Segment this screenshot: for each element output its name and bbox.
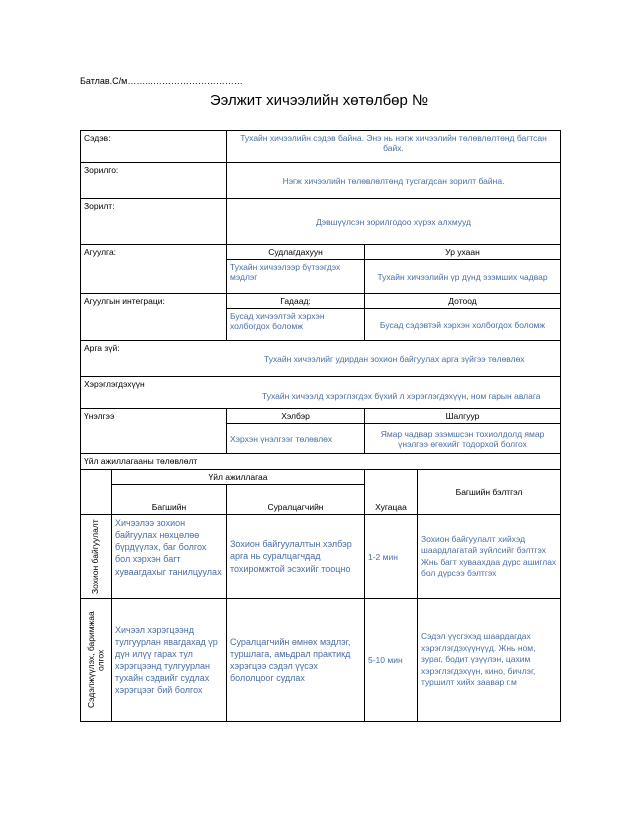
row-assessment-header — [81, 409, 561, 424]
stage-cell — [81, 599, 112, 722]
integration-val2: Бусад сэдэвтэй хэрхэн холбогдох боломж — [365, 309, 561, 341]
goal-label: Зорилго: — [81, 163, 227, 199]
stage-header-cell — [81, 470, 112, 515]
duration-header: Хугацаа — [365, 470, 418, 515]
materials-label: Хэрэглэгдэхүүн — [84, 379, 145, 389]
preparation-header: Багшийн бэлтгэл — [418, 470, 561, 515]
assessment-val1: Хэрхэн үнэлгээг төлөвлөх — [227, 424, 365, 454]
activity-header: Үйл ажиллагаа — [112, 470, 365, 485]
preparation-value: Зохион байгуулалт хийхэд шаардлагатай зүйлсийг бэлтгэх Жнь багт хуваахдаа дүрс ашиглах бол дүрсээ бэлтгэх — [418, 515, 561, 599]
student-activity: Зохион байгуулалтын хэлбэр арга нь суралцагчдад тохиромжтой эсэхийг тооцно — [227, 515, 365, 599]
student-activity: Суралцагчийн өмнөх мэдлэг, туршлага, амьдрал практикд хэрэгцээ сэдэл үүсэх бололцоог судлах — [227, 599, 365, 722]
approval-line: Батлав.С/м……...………………………… — [80, 76, 243, 86]
content-val1: Тухайн хичээлээр бүтээгдэх мэдлэг — [227, 260, 365, 294]
integration-col1: Гадаад: — [227, 294, 365, 309]
objective-label: Зорилт: — [81, 199, 227, 245]
method-cell — [81, 341, 561, 377]
row-content-header — [81, 245, 561, 260]
teacher-activity: Хичээлээ зохион байгуулах нөхцөлөө бүрдүүлэх, баг болгох бол хэрхэн багт хуваагдахыг танилцуулах — [112, 515, 227, 599]
stage-label: Сэдэлжүүлэх, баримжаа олгох — [85, 611, 105, 709]
materials-cell — [81, 377, 561, 409]
assessment-col2: Шалгуур — [365, 409, 561, 424]
duration-value: 5-10 мин — [365, 599, 418, 722]
content-col2: Ур ухаан — [365, 245, 561, 260]
teacher-activity: Хичээл хэрэгцээнд тулгуурлан явагдахад үр дүн илүү гарах тул хэрэгцээнд тулгуурлан тухайн сэдвийг судлах хэрэгцээг бий болгох — [112, 599, 227, 722]
row-materials — [81, 377, 561, 409]
topic-label: Сэдэв: — [81, 131, 227, 163]
assessment-label: Үнэлгээ — [81, 409, 227, 454]
teacher-header: Багшийн — [112, 485, 227, 515]
preparation-value: Сэдэл үүсгэхэд шаардагдах хэрэглэгдэхүүнүүд. Жнь ном, зураг, бодит үзүүлэн, цахим хэрэглэгдэхүүн, кино, бичлэг, туршилт хийх заавар г.м — [418, 599, 561, 722]
integration-label: Агуулгын интеграци: — [81, 294, 227, 341]
assessment-col1: Хэлбэр — [227, 409, 365, 424]
stage-cell — [81, 515, 112, 599]
integration-col2: Дотоод — [365, 294, 561, 309]
duration-value: 1-2 мин — [365, 515, 418, 599]
method-value: Тухайн хичээлийг удирдан зохион байгуулах арга зүйгээ төлөвлөх — [264, 354, 525, 364]
content-val2: Тухайн хичээлийн үр дүнд эзэмших чадвар — [365, 260, 561, 294]
table-row — [81, 515, 561, 599]
row-topic — [81, 131, 561, 163]
table-row — [81, 599, 561, 722]
page-title: Ээлжит хичээлийн хөтөлбөр № — [209, 92, 429, 109]
integration-val1: Бусад хичээлтэй хэрхэн холбогдох боломж — [227, 309, 365, 341]
row-objective — [81, 199, 561, 245]
goal-value: Нэгж хичээлийн төлөвлөлтөнд тусгагдсан зорилт байна. — [227, 163, 561, 199]
row-goal — [81, 163, 561, 199]
content-label: Агуулга: — [81, 245, 227, 294]
row-activity-header — [81, 470, 561, 485]
materials-value: Тухайн хичээлд хэрэглэгдэх бүхий л хэрэглэгдэхүүн, ном гарын авлага — [262, 391, 541, 401]
row-integration-header — [81, 294, 561, 309]
topic-value: Тухайн хичээлийн сэдэв байна. Энэ нь нэгж хичээлийн төлөвлөлтөнд багтсан байх. — [227, 131, 561, 163]
objective-value: Дэвшүүлсэн зорилгодоо хүрэх алхмууд — [227, 199, 561, 245]
row-plan-title — [81, 454, 561, 470]
content-col1: Судлагдахуун — [227, 245, 365, 260]
method-label: Арга зүй: — [84, 343, 120, 353]
lesson-plan-table — [80, 130, 561, 722]
stage-label: Зохион байгуулалт — [90, 519, 101, 594]
student-header: Суралцагчийн — [227, 485, 365, 515]
plan-title: Үйл ажиллагааны төлөвлөлт — [81, 454, 561, 470]
assessment-val2: Ямар чадвар эзэмшсэн тохиолдолд ямар үнэлгээ өгөхийг тодорхой болгох — [365, 424, 561, 454]
row-method — [81, 341, 561, 377]
